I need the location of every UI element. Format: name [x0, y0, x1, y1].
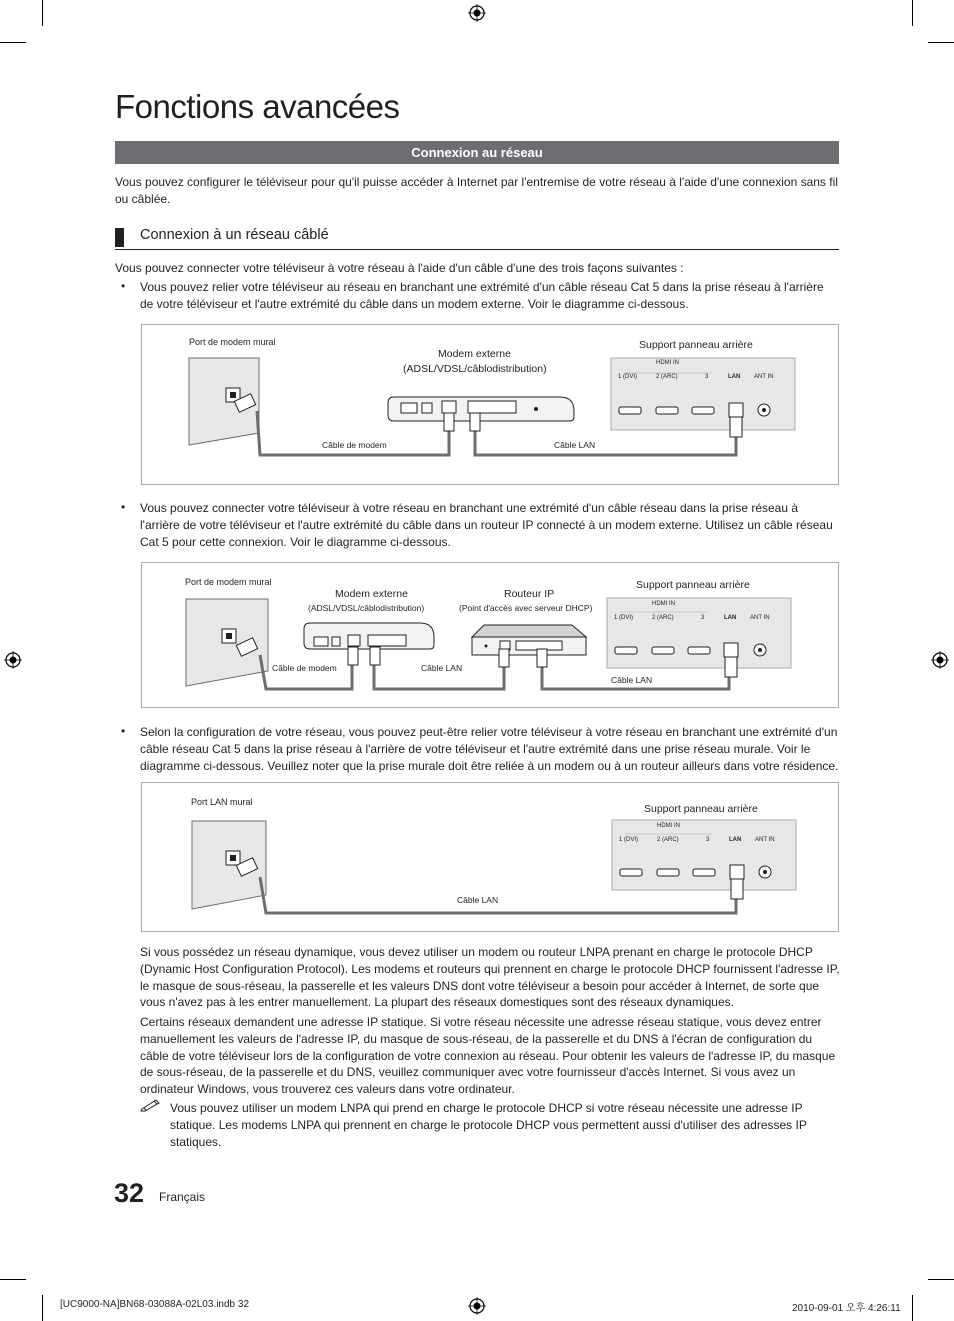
bullet-text-3: Selon la configuration de votre réseau, vous pouvez peut-être relier votre téléviseur à votre réseau en branchant une extrémité d'un câble réseau Cat 5 dans la prise réseau à l'arrière de votre téléviseur et l'autre extrémité dans une prise réseau murale. Voir le diagramme ci-dessous. Veuillez noter que la prise murale doit être reliée à un modem ou à un routeur ailleurs dans votre résidence. [140, 725, 839, 773]
registration-mark-icon [4, 651, 22, 669]
tv-port3-label: 3 [706, 837, 710, 843]
tv-port1-label: 1 (DVI) [614, 615, 634, 621]
bullet-marker: • [121, 500, 126, 514]
crop-mark [912, 1295, 913, 1321]
page-title: Fonctions avancées [115, 88, 400, 125]
static-network-paragraph: Certains réseaux demandent une adresse IP statique. Si votre réseau nécessite une adresse réseau statique, vous devez entrer manuellement les valeurs de l'adresse IP, du masque de sous-réseau, de la passerelle et du DNS à l'écran de configuration du câble de votre téléviseur lors de la configuration de votre connexion au réseau. Pour obtenir les valeurs de l'adresse IP, du masque de sous-réseau, de la passerelle et du DNS, veuillez communiquer avec votre fournisseur d'accès Internet. Si vous avez un ordinateur Windows, vous trouverez ces valeurs dans votre ordinateur. [140, 1015, 836, 1097]
modem-cable-label: Câble de modem [272, 663, 337, 673]
crop-mark [0, 42, 26, 43]
diagram-modem-connection [141, 324, 839, 485]
registration-mark-icon [468, 4, 486, 22]
tv-ant-in-label: ANT IN [750, 615, 770, 621]
bullet-marker: • [121, 724, 126, 738]
subheading-marker [115, 228, 124, 247]
tv-port2-label: 2 (ARC) [657, 837, 679, 843]
tv-port1-label: 1 (DVI) [619, 837, 639, 843]
page-number: 32 [114, 1178, 145, 1208]
lan-cable-label: Câble LAN [554, 440, 596, 450]
modem-sublabel: (ADSL/VDSL/câblodistribution) [403, 363, 547, 375]
footer-file-info: [UC9000-NA]BN68-03088A-02L03.indb 32 [60, 1299, 250, 1310]
tv-lan-label: LAN [728, 374, 741, 380]
registration-mark-icon [931, 651, 949, 669]
crop-mark [0, 1279, 26, 1280]
diagram-router-connection [141, 562, 839, 708]
tv-panel-label: Support panneau arrière [636, 579, 750, 591]
wall-port-label: Port de modem mural [185, 577, 272, 587]
section-bar-title: Connexion au réseau [411, 145, 543, 160]
bullet-text-2: Vous pouvez connecter votre téléviseur à votre réseau en branchant une extrémité d'un câble réseau dans la prise réseau à l'arrière de votre téléviseur et l'autre extrémité du câble dans un routeur IP connecté à un modem externe. Utilisez un câble réseau Cat 5 pour cette connexion. Voir le diagramme ci-dessous. [140, 501, 833, 549]
bullet-marker: • [121, 279, 126, 293]
dynamic-network-paragraph: Si vous possédez un réseau dynamique, vous devez utiliser un modem ou routeur LNPA prenant en charge le protocole DHCP (Dynamic Host Configuration Protocol). Les modems et routeurs qui prennent en charge le protocole DHCP fournissent l'adresse IP, le masque de sous-réseau, la passerelle et les valeurs DNS dont votre téléviseur a besoin pour accéder à Internet, de sorte que vous n'avez pas à les entrer manuellement. La plupart des réseaux domestiques sont des réseaux dynamiques. [140, 945, 840, 1010]
tv-hdmi-in-label: HDMI IN [656, 360, 679, 366]
router-label: Routeur IP [504, 588, 555, 600]
crop-mark [42, 1295, 43, 1321]
modem-cable-label: Câble de modem [322, 440, 387, 450]
section-bar [115, 141, 839, 164]
footer-timestamp: 2010-09-01 오후 4:26:11 [792, 1303, 901, 1314]
subheading-title: Connexion à un réseau câblé [140, 227, 329, 243]
subheading [115, 227, 839, 250]
registration-mark-icon [468, 1297, 486, 1315]
wall-port-label: Port de modem mural [189, 337, 276, 347]
lan-cable-label-2: Câble LAN [611, 675, 653, 685]
modem-sublabel: (ADSL/VDSL/câblodistribution) [308, 603, 425, 613]
diagram-wall-lan-connection [141, 782, 839, 932]
tv-port2-label: 2 (ARC) [652, 615, 674, 621]
crop-mark [912, 0, 913, 26]
lan-cable-label: Câble LAN [457, 895, 499, 905]
tv-lan-label: LAN [729, 837, 742, 843]
crop-mark [928, 42, 954, 43]
lan-cable-label-1: Câble LAN [421, 663, 463, 673]
crop-mark [42, 0, 43, 26]
note-paragraph: Vous pouvez utiliser un modem LNPA qui prend en charge le protocole DHCP si votre réseau nécessite une adresse IP statique. Les modems LNPA qui prennent en charge le protocole DHCP vous permettent aussi d'utiliser des adresses IP statiques. [170, 1101, 807, 1149]
tv-panel-label: Support panneau arrière [644, 803, 758, 815]
tv-lan-label: LAN [724, 615, 737, 621]
tv-port2-label: 2 (ARC) [656, 374, 678, 380]
intro-paragraph: Vous pouvez configurer le téléviseur pour qu'il puisse accéder à Internet par l'entremise de votre réseau à l'aide d'une connexion sans fil ou câblée. [115, 175, 838, 206]
modem-label: Modem externe [438, 348, 511, 360]
crop-mark [928, 1279, 954, 1280]
tv-port3-label: 3 [701, 615, 705, 621]
tv-hdmi-in-label: HDMI IN [652, 601, 675, 607]
pencil-note-icon [140, 1098, 162, 1112]
lead-paragraph: Vous pouvez connecter votre téléviseur à votre réseau à l'aide d'un câble d'une des trois façons suivantes : [115, 261, 684, 275]
page-language: Français [159, 1190, 206, 1204]
tv-ant-in-label: ANT IN [755, 837, 775, 843]
tv-panel-label: Support panneau arrière [639, 339, 753, 351]
modem-label: Modem externe [335, 588, 408, 600]
tv-port3-label: 3 [705, 374, 709, 380]
tv-ant-in-label: ANT IN [754, 374, 774, 380]
router-sublabel: (Point d'accès avec serveur DHCP) [459, 603, 593, 613]
wall-port-label: Port LAN mural [191, 797, 253, 807]
tv-port1-label: 1 (DVI) [618, 374, 638, 380]
bullet-text-1: Vous pouvez relier votre téléviseur au réseau en branchant une extrémité d'un câble réseau Cat 5 dans la prise réseau à l'arrière de votre téléviseur et l'autre extrémité du câble dans un modem externe. Voir le diagramme ci-dessous. [140, 280, 824, 311]
tv-hdmi-in-label: HDMI IN [657, 823, 680, 829]
